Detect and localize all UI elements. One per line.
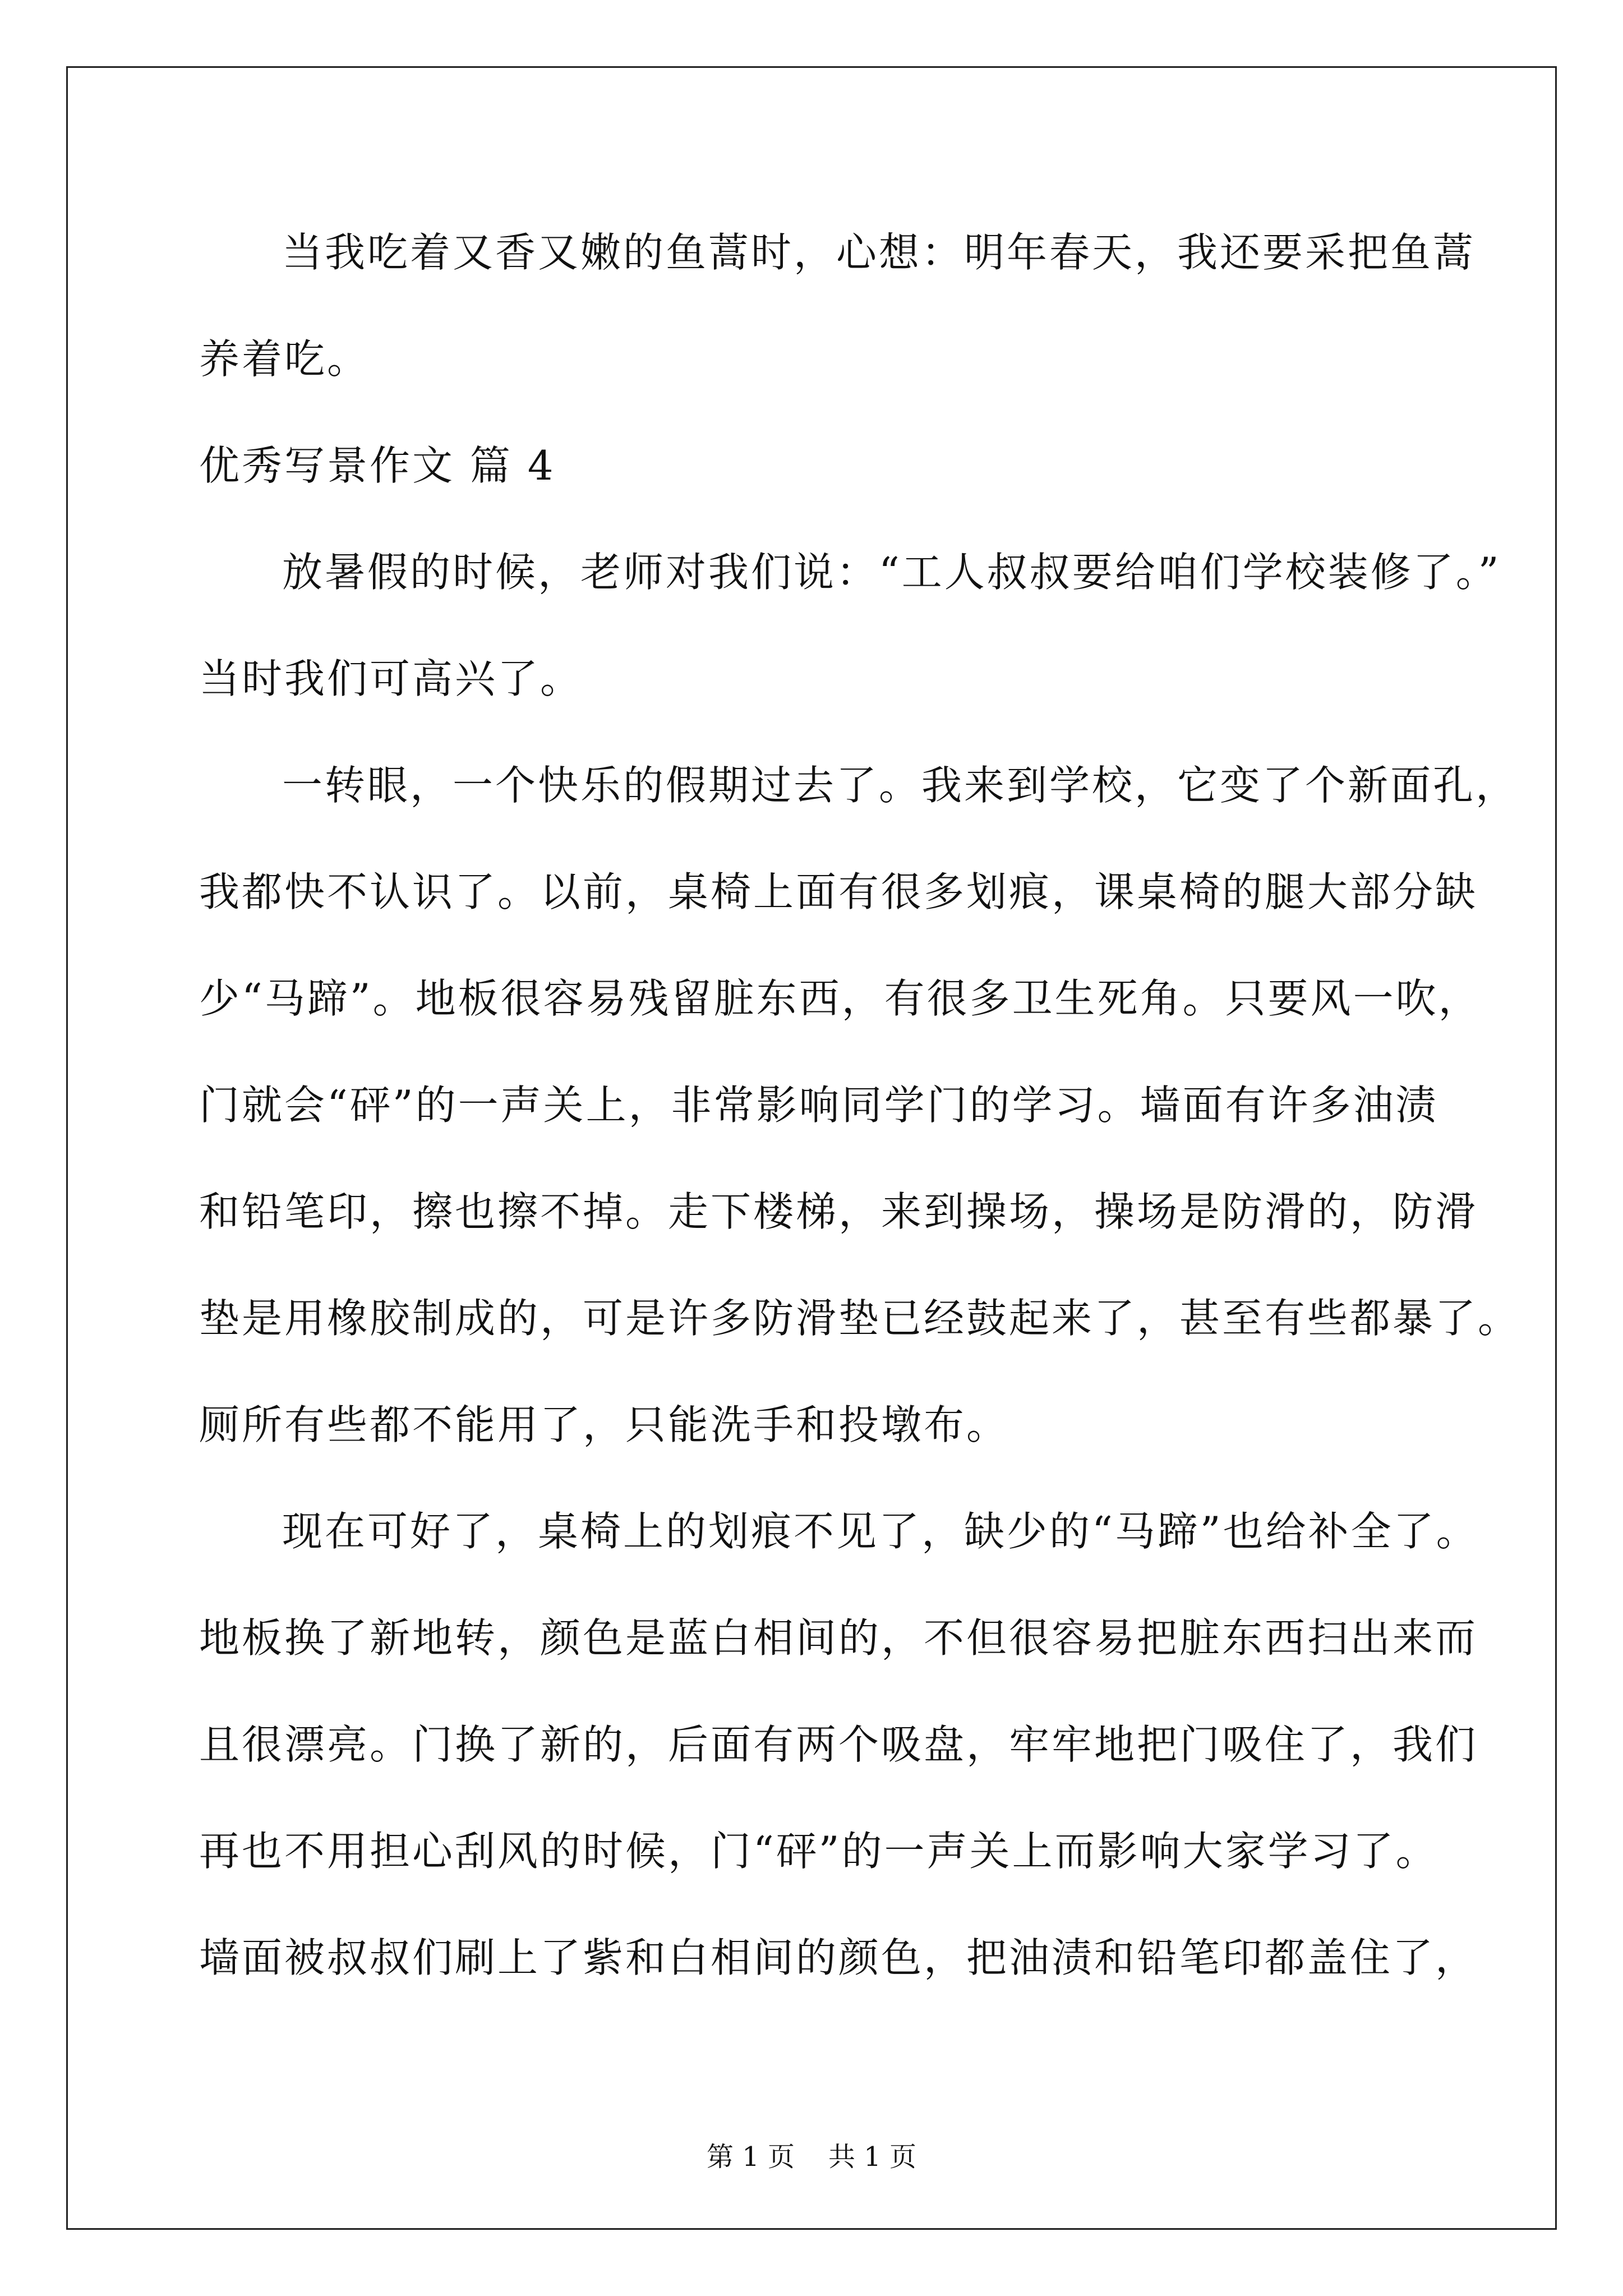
paragraph-line: 当我吃着又香又嫩的鱼蒿时，心想：明年春天，我还要采把鱼蒿 (282, 229, 1476, 276)
paragraph-line: 地板换了新地转，颜色是蓝白相间的，不但很容易把脏东西扫出来而 (199, 1614, 1478, 1662)
paragraph-line: 一转眼，一个快乐的假期过去了。我来到学校，它变了个新面孔， (282, 762, 1519, 809)
paragraph-line: 再也不用担心刮风的时候，门“砰”的一声关上而影响大家学习了。 (199, 1828, 1438, 1875)
page-number-total: 共 1 页 (828, 2141, 917, 2173)
paragraph-line: 我都快不认识了。以前，桌椅上面有很多划痕，课桌椅的腿大部分缺 (199, 868, 1478, 915)
section-heading: 优秀写景作文 篇 4 (199, 442, 556, 489)
paragraph-line: 厕所有些都不能用了，只能洗手和投墩布。 (199, 1401, 1009, 1448)
paragraph-line: 垫是用橡胶制成的，可是许多防滑垫已经鼓起来了，甚至有些都暴了。 (199, 1295, 1521, 1342)
paragraph-line: 养着吃。 (199, 335, 370, 383)
page-footer (0, 2140, 1623, 2174)
document-body (199, 222, 1521, 2033)
paragraph-line: 现在可好了，桌椅上的划痕不见了，缺少的“马蹄”也给补全了。 (282, 1508, 1479, 1555)
paragraph-line: 当时我们可高兴了。 (199, 655, 583, 702)
paragraph-line: 门就会“砰”的一声关上，非常影响同学门的学习。墙面有许多油渍 (199, 1082, 1438, 1129)
paragraph-line: 放暑假的时候，老师对我们说：“工人叔叔要给咱们学校装修了。” (282, 549, 1501, 596)
paragraph-line: 和铅笔印，擦也擦不掉。走下楼梯，来到操场，操场是防滑的，防滑 (199, 1188, 1478, 1235)
paragraph-line: 墙面被叔叔们刷上了紫和白相间的颜色，把油渍和铅笔印都盖住了， (199, 1934, 1478, 1981)
page-number-current: 第 1 页 (706, 2141, 795, 2173)
paragraph-line: 少“马蹄”。地板很容易残留脏东西，有很多卫生死角。只要风一吹， (199, 975, 1481, 1022)
paragraph-line: 且很漂亮。门换了新的，后面有两个吸盘，牢牢地把门吸住了，我们 (199, 1721, 1478, 1768)
